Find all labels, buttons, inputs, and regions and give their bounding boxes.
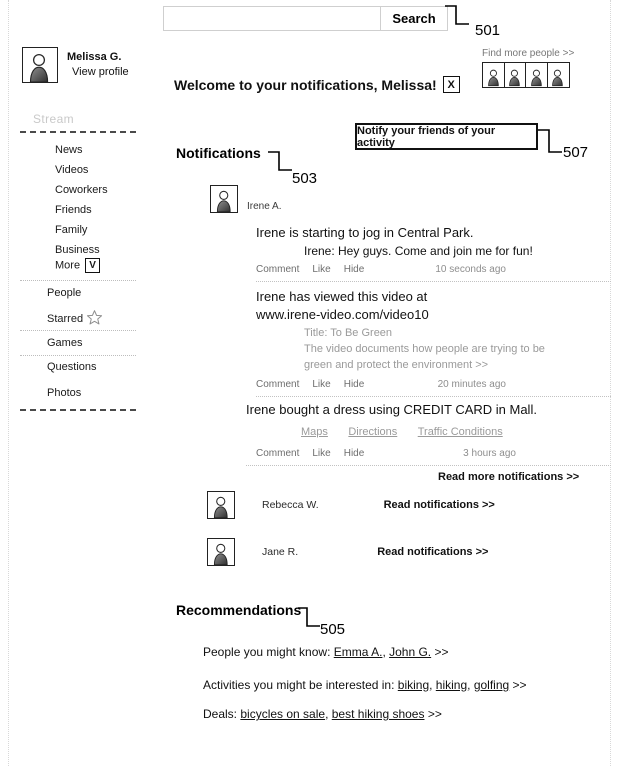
hide-button[interactable]: Hide	[343, 447, 365, 459]
hide-button[interactable]: Hide	[343, 378, 365, 390]
callout-number-503: 503	[292, 170, 318, 187]
profile-name: Melissa G.	[67, 51, 122, 64]
star-icon[interactable]	[86, 317, 103, 329]
recommendation-activities-prefix: Activities you might be interested in:	[203, 678, 398, 692]
profile-block[interactable]	[22, 47, 129, 83]
recommendation-deal-link[interactable]: bicycles on sale	[240, 707, 326, 721]
welcome-banner	[174, 76, 460, 93]
person-avatar-icon	[210, 185, 238, 213]
notification-timestamp: 10 seconds ago	[435, 263, 506, 275]
sidebar-item-coworkers[interactable]: Coworkers	[55, 184, 108, 196]
sidebar-item-people[interactable]: People	[47, 287, 82, 299]
recommendation-people-separator: ,	[382, 645, 390, 659]
welcome-text: Welcome to your notifications, Melissa!	[174, 76, 437, 93]
person-avatar-icon[interactable]	[547, 62, 570, 88]
recommendation-deal-link[interactable]: best hiking shoes	[331, 707, 425, 721]
sidebar-divider-bottom	[20, 409, 136, 411]
sidebar-stream-label: Stream	[33, 112, 75, 126]
sidebar-item-photos[interactable]: Photos	[47, 387, 82, 399]
sidebar-item-more[interactable]	[55, 258, 100, 273]
hide-button[interactable]: Hide	[343, 263, 365, 275]
comment-button[interactable]: Comment	[256, 447, 300, 459]
recommendation-deals-prefix: Deals:	[203, 707, 241, 721]
sidebar-item-videos[interactable]: Videos	[55, 164, 89, 176]
recommendation-person-link[interactable]: John G.	[389, 645, 432, 659]
profile-text	[67, 50, 129, 80]
friend-row	[207, 491, 495, 519]
recommendation-people-prefix: People you might know:	[203, 645, 334, 659]
notification-main-text: Irene bought a dress using CREDIT CARD in Mall.	[246, 402, 537, 417]
people-avatar-strip	[482, 62, 574, 88]
find-more-people-block	[482, 48, 574, 88]
notification-action-row	[256, 448, 516, 459]
like-button[interactable]: Like	[312, 378, 331, 390]
search-button[interactable]: Search	[380, 6, 448, 31]
person-avatar-icon[interactable]	[207, 491, 235, 519]
recommendation-activities	[203, 678, 527, 692]
sidebar-item-questions[interactable]: Questions	[47, 361, 97, 373]
directions-link[interactable]: Directions	[348, 425, 398, 438]
notification-timestamp: 20 minutes ago	[437, 378, 506, 390]
search-bar	[163, 6, 448, 31]
chevron-down-icon[interactable]: V	[85, 258, 100, 273]
recommendation-activity-link[interactable]: golfing	[473, 678, 510, 692]
sidebar-item-family[interactable]: Family	[55, 224, 88, 236]
sidebar-item-news[interactable]: News	[55, 144, 83, 156]
recommendation-person-link[interactable]: Emma A.	[333, 645, 383, 659]
person-avatar-icon	[22, 47, 58, 83]
notification-user[interactable]	[210, 185, 281, 213]
notification-separator	[256, 281, 611, 282]
notifications-heading: Notifications	[176, 145, 261, 161]
recommendation-people-suffix[interactable]: >>	[431, 645, 449, 659]
person-avatar-icon[interactable]	[525, 62, 548, 88]
like-button[interactable]: Like	[312, 263, 331, 275]
callout-number-501: 501	[475, 22, 501, 39]
person-avatar-icon[interactable]	[207, 538, 235, 566]
close-icon[interactable]: X	[443, 76, 460, 93]
notification-action-row	[256, 379, 506, 390]
person-avatar-icon[interactable]	[482, 62, 505, 88]
video-title: Title: To Be Green	[304, 327, 393, 340]
view-profile-link[interactable]: View profile	[72, 66, 129, 78]
recommendation-deals	[203, 707, 442, 721]
sidebar-item-games[interactable]: Games	[47, 337, 83, 349]
notification-main-text: Irene is starting to jog in Central Park.	[256, 225, 474, 240]
read-notifications-link[interactable]: Read notifications >>	[377, 546, 489, 558]
comment-button[interactable]: Comment	[256, 378, 300, 390]
sidebar-item-business[interactable]: Business	[55, 244, 100, 256]
recommendation-deals-suffix[interactable]: >>	[424, 707, 442, 721]
like-button[interactable]: Like	[312, 447, 331, 459]
video-detail-block	[304, 326, 611, 374]
video-description-line2[interactable]: green and protect the environment >>	[304, 358, 489, 371]
sidebar-item-friends[interactable]: Friends	[55, 204, 92, 216]
recommendation-activities-separator: ,	[467, 678, 474, 692]
search-input[interactable]	[163, 6, 380, 31]
sidebar-divider-2	[20, 330, 136, 331]
read-notifications-link[interactable]: Read notifications >>	[383, 499, 495, 511]
callout-number-505: 505	[320, 621, 346, 638]
notification-username: Irene A.	[247, 201, 282, 212]
recommendation-activities-suffix[interactable]: >>	[509, 678, 527, 692]
sidebar-item-starred[interactable]	[47, 309, 103, 329]
notification-sub-text: Irene: Hey guys. Come and join me for fun!	[304, 243, 533, 258]
person-avatar-icon[interactable]	[504, 62, 527, 88]
sidebar-item-starred-label: Starred	[47, 313, 84, 325]
notification-action-row	[256, 264, 506, 275]
notification-item	[256, 288, 611, 397]
notification-main-line2[interactable]: www.irene-video.com/video10	[256, 306, 429, 322]
notification-separator	[256, 396, 611, 397]
recommendation-activities-separator: ,	[429, 678, 436, 692]
read-more-notifications-link[interactable]: Read more notifications >>	[438, 471, 580, 483]
notification-item	[246, 401, 611, 466]
maps-link[interactable]: Maps	[301, 425, 328, 438]
recommendations-heading: Recommendations	[176, 602, 302, 618]
sidebar-item-more-label: More	[55, 259, 81, 272]
sidebar-divider-3	[20, 355, 136, 356]
recommendation-activity-link[interactable]: hiking	[435, 678, 468, 692]
sheet-edge-left	[8, 0, 9, 766]
callout-number-507: 507	[563, 144, 589, 161]
comment-button[interactable]: Comment	[256, 263, 300, 275]
recommendation-deals-separator: ,	[325, 707, 332, 721]
sidebar-divider-top	[20, 131, 136, 133]
notify-friends-button[interactable]: Notify your friends of your activity	[355, 123, 538, 150]
recommendation-activity-link[interactable]: biking	[397, 678, 430, 692]
notification-separator	[246, 465, 611, 466]
notification-link-row	[301, 422, 611, 440]
recommendation-people	[203, 645, 449, 659]
notification-item	[256, 224, 611, 282]
friend-name: Jane R.	[262, 546, 299, 558]
notification-main-line1: Irene has viewed this video at	[256, 289, 428, 304]
friend-row	[207, 538, 488, 566]
sidebar-divider-1	[20, 280, 136, 281]
notification-timestamp: 3 hours ago	[463, 447, 516, 459]
video-description-line1: The video documents how people are trying to be	[304, 343, 545, 356]
friend-name: Rebecca W.	[262, 499, 319, 511]
find-more-people-link[interactable]: Find more people >>	[482, 48, 575, 59]
traffic-conditions-link[interactable]: Traffic Conditions	[417, 425, 503, 438]
